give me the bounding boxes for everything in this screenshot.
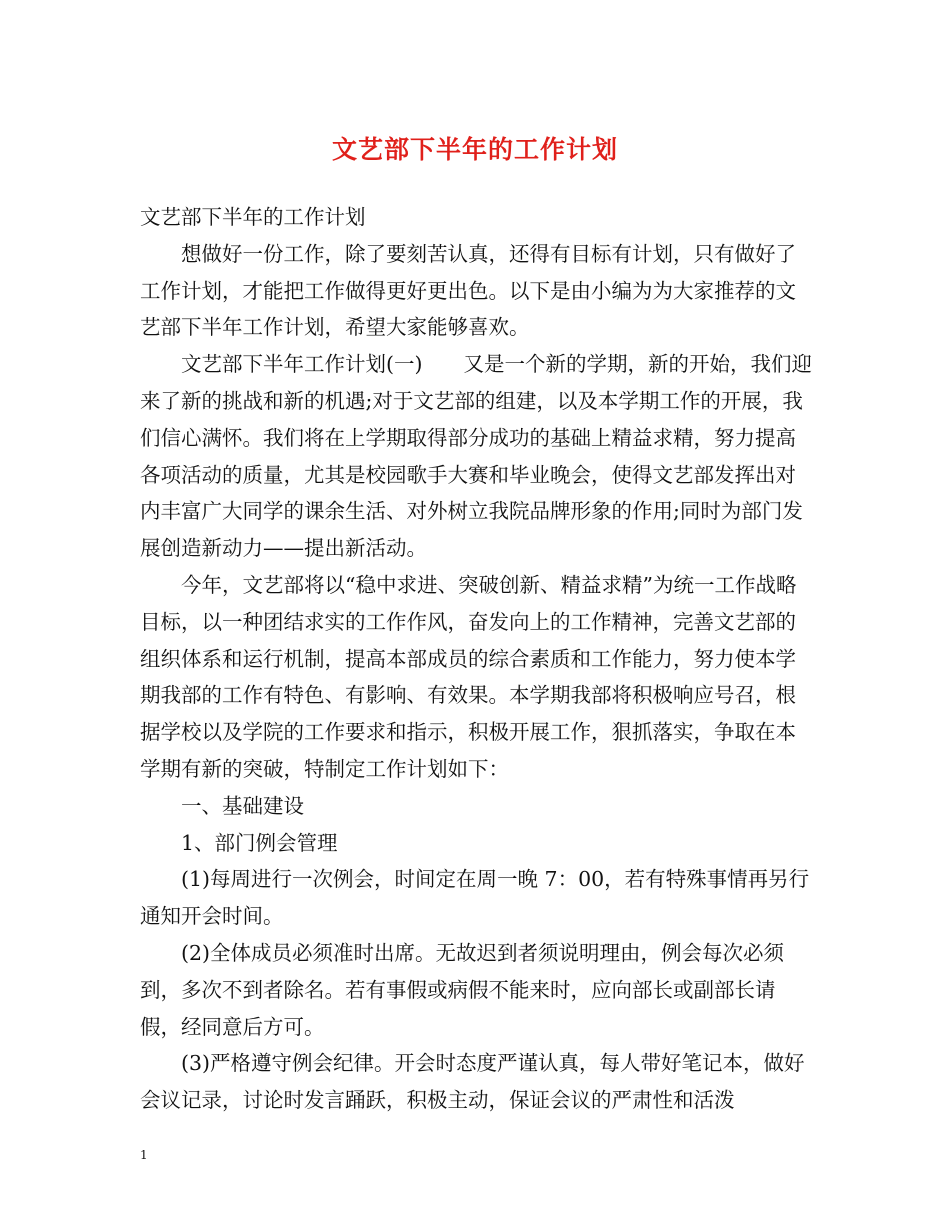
list-item-3: (3)严格遵守例会纪律。开会时态度严谨认真，每人带好笔记本，做好会议记录，讨论时发言踊跃，积极主动，保证会议的严肃性和活泼 [140, 1051, 805, 1113]
paragraph-4: 今年，文艺部将以“稳中求进、突破创新、精益求精”为统一工作战略目标，以一种团结求实的工作作风，奋发向上的工作精神，完善文艺部的组织体系和运行机制，提高本部成员的综合素质和工作能力，努力使本学期我部的工作有特色、有影响、有效果。本学期我部将积极响应号召，根据学校以及学院的工作要求和指示，积极开展工作，狠抓落实，争取在本学期有新的突破，特制定工作计划如下： [140, 572, 797, 781]
section-heading: 一、基础建设 [181, 793, 304, 818]
list-item-2: (2)全体成员必须准时出席。无故迟到者须说明理由，例会每次必须到，多次不到者除名。若有事假或病假不能来时，应向部长或副部长请假，经同意后方可。 [140, 940, 785, 1039]
subsection-heading: 1、部门例会管理 [181, 830, 338, 855]
list-item-1: (1)每周进行一次例会，时间定在周一晚 7：00，若有特殊事情再另行通知开会时间。 [140, 867, 810, 929]
page-number: 1 [140, 1148, 148, 1162]
paragraph-2: 想做好一份工作，除了要刻苦认真，还得有目标有计划，只有做好了工作计划，才能把工作做得更好更出色。以下是由小编为为大家推荐的文艺部下半年工作计划，希望大家能够喜欢。 [140, 241, 796, 340]
paragraph-3: 文艺部下半年工作计划(一) 又是一个新的学期，新的开始，我们迎来了新的挑战和新的机遇;对于文艺部的组建，以及本学期工作的开展，我们信心满怀。我们将在上学期取得部分成功的基础上精益求精，努力提高各项活动的质量，尤其是校园歌手大赛和毕业晚会，使得文艺部发挥出对内丰富广大同学的课余生活、对外树立我院品牌形象的作用;同时为部门发展创造新动力——提出新活动。 [140, 352, 812, 561]
paragraph-1: 文艺部下半年的工作计划 [140, 205, 366, 229]
document-title: 文艺部下半年的工作计划 [331, 135, 618, 164]
document-body [140, 199, 815, 1119]
